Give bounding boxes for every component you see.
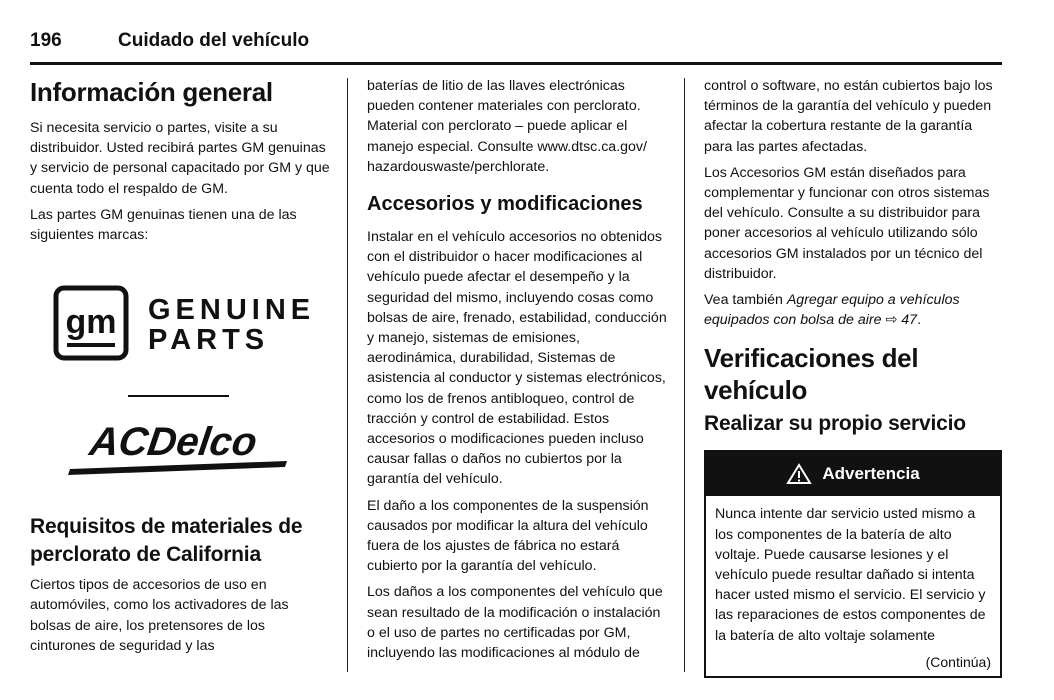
paragraph: control o software, no están cubiertos bajo los términos de la garantía del vehículo y pueden afectar la cobertura restante de la garantía para las partes afectadas.	[704, 78, 993, 155]
acdelco-logo-text: ACDelco	[86, 419, 260, 465]
paragraph: Ciertos tipos de accesorios de uso en automóviles, como los activadores de las bolsas de aire, los pretensores de los cinturones de seguridad y las	[30, 577, 289, 654]
see-also-prefix: Vea también	[704, 292, 783, 309]
logo-divider	[128, 395, 229, 397]
see-also-end: .	[917, 312, 922, 329]
subheading-realizar-servicio: Realizar su propio servicio	[704, 412, 966, 436]
see-also-link[interactable]: Agregar equipo a vehículos equipados con bolsa de aire	[704, 292, 960, 329]
warning-title: Advertencia	[822, 464, 920, 484]
subheading-perclorato: Requisitos de materiales de perclorato de California	[30, 515, 303, 567]
running-title: Cuidado del vehículo	[118, 30, 310, 51]
warning-box	[704, 450, 1002, 678]
warning-body	[706, 496, 1000, 676]
right-arrow-icon: ⇨	[885, 312, 898, 329]
column-2	[367, 76, 667, 669]
page-header	[30, 30, 1002, 62]
brand-logos	[30, 265, 330, 513]
warning-triangle-icon	[786, 463, 812, 485]
paragraph: baterías de litio de las llaves electrónicas pueden contener materiales con perclorato. Material con perclorato – puede aplicar el manejo especial. Consulte www.dtsc.ca.gov/ hazardouswaste/perchlorate.	[367, 78, 647, 175]
column-divider-1	[347, 78, 348, 672]
acdelco-logo	[66, 409, 291, 481]
subheading-accesorios: Accesorios y modificaciones	[367, 193, 643, 216]
continued-label: (Continúa)	[925, 653, 991, 670]
paragraph: Las partes GM genuinas tienen una de las siguientes marcas:	[30, 206, 297, 244]
gm-logo-text: gm	[65, 303, 117, 342]
paragraph: Los daños a los componentes del vehículo que sean resultado de la modificación o instalación o el uso de partes no certificadas por GM, incluyendo las modificaciones al módulo de	[367, 584, 663, 662]
page-number: 196	[30, 30, 62, 51]
section-heading-verificaciones: Verificaciones del vehículo	[704, 343, 919, 406]
header-rule	[30, 62, 1002, 65]
paragraph: Los Accesorios GM están diseñados para complementar y funcionar con otros sistemas del vehículo. Consulte a su distribuidor para poner accesorios al vehículo utilizando sólo accesorios GM instalados por un técnico del distribuidor.	[704, 164, 990, 282]
paragraph: Si necesita servicio o partes, visite a su distribuidor. Usted recibirá partes GM genuinas y servicio de personal capacitado por GM y que cuenta todo el respaldo de GM.	[30, 120, 330, 197]
section-heading-informacion-general: Información general	[30, 77, 273, 107]
paragraph: El daño a los componentes de la suspensión causados por modificar la altura del vehículo fuera de los ajustes de fábrica no estará cubierto por la garantía del vehículo.	[367, 497, 649, 575]
see-also-page[interactable]: 47	[901, 312, 918, 329]
warning-header	[706, 452, 1000, 496]
column-1	[30, 76, 330, 662]
genuine-text: GENUINE	[148, 294, 316, 327]
column-divider-2	[684, 78, 685, 672]
warning-text: Nunca intente dar servicio usted mismo a los componentes de la batería de alto voltaje. Puede causarse lesiones y el vehículo puede resultar dañado si intenta hacer usted mismo el servicio. El servicio y las reparaciones de estos componentes de la batería de alto voltaje solamente	[715, 506, 986, 644]
genuine-parts-wordmark	[148, 295, 315, 355]
paragraph: Instalar en el vehículo accesorios no obtenidos con el distribuidor o hacer modificaciones al vehículo puede afectar el desempeño y la seguridad del mismo, incluyendo cosas como bolsas de aire, frenado, estabilidad, conducción y manejo, sistemas de emisiones, aerodinámica, durabilidad, Sistemas de asistencia al conductor y sistemas electrónicos, como los de frenos antibloqueo, control de tracción y control de estabilidad. Estos accesorios o modificaciones pueden incluso causar fallas o daños no cubiertos por la garantía del vehículo.	[367, 229, 667, 488]
gm-logo	[53, 285, 129, 361]
see-also	[704, 290, 1002, 330]
column-3	[704, 76, 1002, 678]
parts-text: PARTS	[148, 324, 270, 357]
